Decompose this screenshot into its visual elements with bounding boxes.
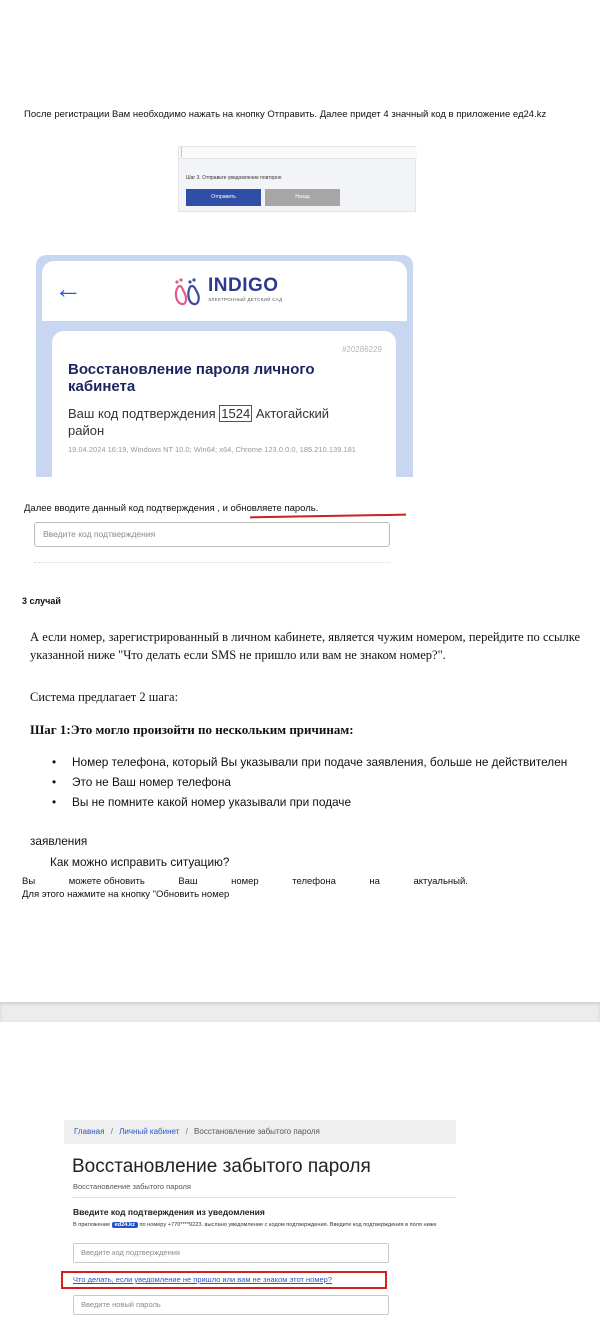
logo-subtitle: ЭЛЕКТРОННЫЙ ДЕТСКИЙ САД bbox=[208, 297, 283, 302]
section-title: Введите код подтверждения из уведомления bbox=[73, 1207, 265, 1217]
spread-line bbox=[22, 876, 468, 887]
phone-screenshot bbox=[36, 255, 413, 477]
intro-text: После регистрации Вам необходимо нажать на кнопку Отправить. Далее придет 4 значный код в приложение ед24.kz bbox=[24, 109, 547, 120]
notification-card bbox=[52, 331, 396, 477]
page-gap bbox=[0, 1002, 600, 1022]
divider bbox=[72, 1197, 456, 1198]
bullet-icon: • bbox=[52, 775, 57, 789]
case-paragraph: А если номер, зарегистрированный в личном кабинете, является чужим номером, перейдите по ссылке указанной ниже "Что делать если SMS не пришло или вам не знаком номер?". bbox=[30, 630, 580, 662]
session-meta: 19.04.2024 16:19, Windows NT 10.0; Win64; x64, Chrome 123.0.0.0, 185.210.139.181 bbox=[68, 445, 356, 454]
confirmation-code: 1524 bbox=[221, 406, 251, 421]
help-link[interactable]: Что делать, если уведомление не пришло или вам не знаком этот номер? bbox=[73, 1275, 333, 1284]
bullet-icon: • bbox=[52, 795, 57, 809]
word: Ваш bbox=[178, 876, 198, 887]
word: телефона bbox=[292, 876, 336, 887]
document-page-2 bbox=[0, 1022, 600, 1332]
question-text: Как можно исправить ситуацию? bbox=[50, 855, 230, 869]
logo-text: INDIGO bbox=[208, 275, 279, 296]
indigo-logo bbox=[170, 273, 290, 313]
list-item: • Это не Ваш номер телефона bbox=[50, 772, 570, 792]
word: актуальный. bbox=[413, 876, 468, 887]
case-title: 3 случай bbox=[22, 596, 61, 606]
app-header bbox=[42, 261, 407, 321]
send-button[interactable]: Отправить bbox=[186, 189, 261, 206]
breadcrumb bbox=[64, 1120, 456, 1144]
breadcrumb-home[interactable]: Главная bbox=[74, 1127, 105, 1136]
new-password-input[interactable]: Введите новый пароль bbox=[73, 1295, 389, 1315]
step-3-text: Шаг 3. Отправьте уведомление повторно bbox=[186, 175, 282, 181]
back-button[interactable]: Назад bbox=[265, 189, 340, 206]
screenshot-top-box bbox=[179, 147, 417, 159]
word: номер bbox=[231, 876, 259, 887]
ticket-number: #20286229 bbox=[341, 345, 382, 354]
accent-line bbox=[181, 147, 182, 157]
page-subtitle: Восстановление забытого пароля bbox=[73, 1182, 191, 1191]
list-item: • Вы не помните какой номер указывали при подаче bbox=[50, 792, 570, 812]
list-item: • Номер телефона, который Вы указывали при подаче заявления, больше не действителен bbox=[50, 752, 570, 772]
footprint-logo-icon bbox=[170, 275, 204, 309]
bullet-icon: • bbox=[52, 755, 57, 769]
divider bbox=[34, 562, 390, 564]
reasons-list bbox=[50, 752, 570, 812]
notice-text: В приложение ed24.kz по номеру +770****9223. выслано уведомление с кодом подтверждения. Введите код подтверждения в поля ниже bbox=[73, 1222, 437, 1228]
next-step-text: Далее вводите данный код подтверждения , и обновляете пароль. bbox=[24, 503, 319, 514]
breadcrumb-separator: / bbox=[185, 1127, 188, 1136]
word: Вы bbox=[22, 876, 36, 887]
code-line bbox=[68, 405, 368, 439]
step-1-heading: Шаг 1:Это могло произойти по нескольким причинам: bbox=[30, 722, 354, 737]
back-arrow-icon[interactable]: ← bbox=[54, 273, 82, 304]
code-input[interactable]: Введите код подтверждения bbox=[34, 522, 390, 547]
breadcrumb-cabinet[interactable]: Личный кабинет bbox=[119, 1127, 180, 1136]
code-prefix: Ваш код подтверждения bbox=[68, 406, 216, 421]
code-suffix: Актогайский район bbox=[68, 406, 330, 438]
breadcrumb-current: Восстановление забытого пароля bbox=[194, 1127, 320, 1136]
red-underline bbox=[250, 514, 406, 519]
page-title: Восстановление забытого пароля bbox=[72, 1156, 371, 1177]
word: на bbox=[369, 876, 380, 887]
card-title: Восстановление пароля личного кабинета bbox=[68, 361, 315, 395]
steps-intro: Система предлагает 2 шага: bbox=[30, 690, 179, 704]
bullet-trail: заявления bbox=[30, 834, 88, 848]
app-badge: ed24.kz bbox=[112, 1222, 138, 1228]
update-number-text: Для этого нажмите на кнопку "Обновить номер bbox=[22, 889, 230, 900]
breadcrumb-separator: / bbox=[110, 1127, 113, 1136]
code-input[interactable]: Введите код подтверждения bbox=[73, 1243, 389, 1263]
word: можете обновить bbox=[68, 876, 145, 887]
step-screenshot bbox=[178, 146, 416, 212]
